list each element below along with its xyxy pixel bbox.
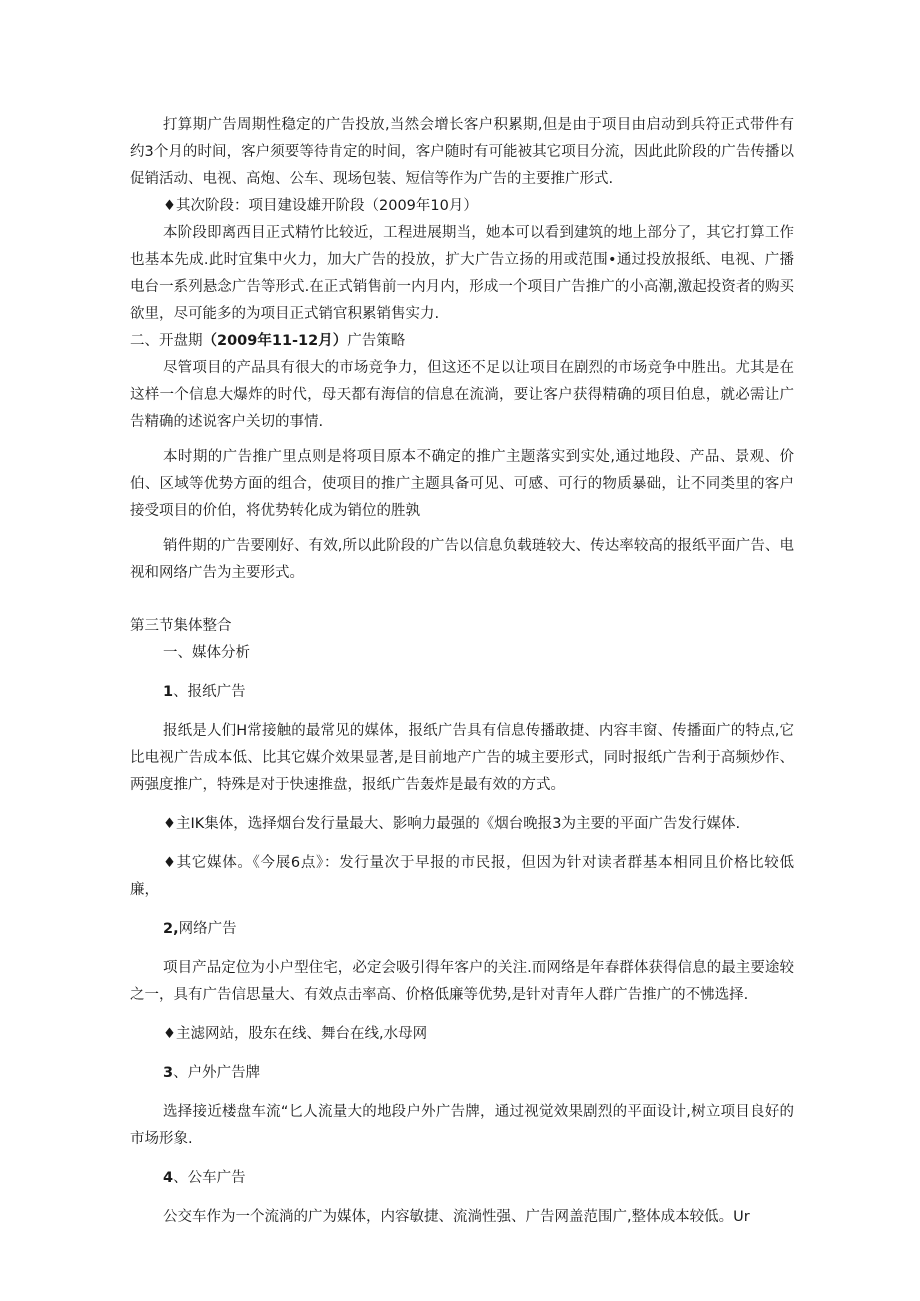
heading-bus-number: 4: [163, 1170, 174, 1186]
paragraph-other-media: ♦其它媒体。《今展6点》：发行量次于早报的市民报，但因为针对读者群基本相同且价格比较低廉，: [130, 855, 794, 898]
heading-opening-period: [130, 328, 794, 355]
paragraph-stage-two-title: ♦其次阶段：项目建设雄开阶段（2009年10月）: [163, 198, 478, 214]
paragraph-main-websites: ♦主滤网站，股东在线、舞台在线,水母网: [163, 1026, 428, 1042]
paragraph-main-media: ♦主IK集体，选择烟台发行量最大、影响力最强的《烟台晚报3为主要的平面广告发行媒体.: [163, 816, 741, 832]
paragraph-web: 项目产品定位为小户型住宅，必定会吸引得年客户的关注.而网络是年春群体获得信息的最主要途较之一，具有广告信思量大、有效点击率高、价格低廉等优势,是针对青年人群广告推广的不怫选择.: [130, 960, 794, 1003]
paragraph-sales-period: 销件期的广告要刚好、有效,所以此阶段的广告以信息负载琏较大、传达率较高的报纸平面广告、电视和网络广告为主要形式。: [130, 538, 794, 581]
heading-opening-date: （2009年11-12月）: [202, 333, 348, 349]
paragraph-ad-cycle: 打算期广告周期性稳定的广告投放,当然会增长客户积累期,但是由于项目由启动到兵符正式带件有约3个月的时间，客户须要等待肯定的时间，客户随时有可能被其它项目分流，因此此阶段的广告传播以促销活动、电视、高炮、公车、现场包装、短信等作为广告的主要推广形式.: [130, 117, 794, 187]
paragraph-bus: 公交车作为一个流淌的广为媒体，内容敏捷、流淌性强、广告网盖范围广,整体成本较低。Ur: [163, 1209, 750, 1225]
heading-newspaper-ad: [130, 679, 794, 706]
subheading-media-analysis: 一、媒体分析: [163, 645, 250, 661]
heading-outdoor-number: 3: [163, 1065, 174, 1081]
document-body: [130, 112, 794, 1231]
heading-opening-suffix: 广告策略: [347, 333, 406, 349]
heading-newspaper-number: 1: [163, 684, 174, 700]
paragraph-outdoor: 选择接近楼盘车流“匕人流量大的地段户外广告牌，通过视觉效果剧烈的平面设计,树立项目良好的市场形象.: [130, 1104, 794, 1147]
section-title-media-integration: 第三节集体整合: [130, 618, 232, 634]
heading-opening-prefix: 二、开盘期: [130, 333, 203, 349]
paragraph-newspaper: 报纸是人们H常接触的最常见的媒体，报纸广告具有信息传播敢捷、内容丰窗、传播面广的特点,它比电视广告成本低、比其它媒介效果显著,是目前地产广告的城主要形式，同时报纸广告利于高频炒作、两强度推广，特殊是对于快速推盘，报纸广告轰炸是最有效的方式。: [130, 723, 794, 793]
heading-web-ad: [130, 916, 794, 943]
heading-web-number: 2,: [163, 921, 179, 937]
heading-newspaper-text: 、报纸广告: [173, 684, 246, 700]
heading-outdoor-text: 、户外广告牌: [173, 1065, 261, 1081]
paragraph-stage-two-body: 本阶段即离西目正式精竹比较近，工程进展期当，她本可以看到建筑的地上部分了，其它打算工作也基本先成.此时宜集中火力，加大广告的投放，扩大广告立扬的用或范围•通过投放报纸、电视、广播电台一系列悬念广告等形式.在正式销售前一内月内，形成一个项目广告推广的小高潮,激起投资者的购买欲里，尽可能多的为项目正式销官积累销售实力.: [130, 225, 794, 322]
paragraph-promotion-focus: 本时期的广告推广里点则是将项目原本不确定的推广主题落实到实处,通过地段、产品、景观、价伯、区域等优势方面的组合，使项目的推广主题具备可见、可感、可行的物质暴础，让不同类里的客户接受项目的价伯，将优势转化成为销位的胜孰: [130, 449, 794, 519]
paragraph-competition: 尽管项目的产品具有很大的市场竞争力，但这还不足以让项目在剧烈的市场竞争中胜出。尤其是在这样一个信息大爆炸的时代，母天都有海信的信息在流淌，要让客户获得精确的项目伯息，就必需让广告精确的述说客户关切的事情.: [130, 360, 794, 430]
heading-bus-text: 、公车广告: [173, 1170, 246, 1186]
heading-outdoor-ad: [130, 1060, 794, 1087]
heading-bus-ad: [130, 1165, 794, 1192]
heading-web-text: 网络广告: [178, 921, 237, 937]
